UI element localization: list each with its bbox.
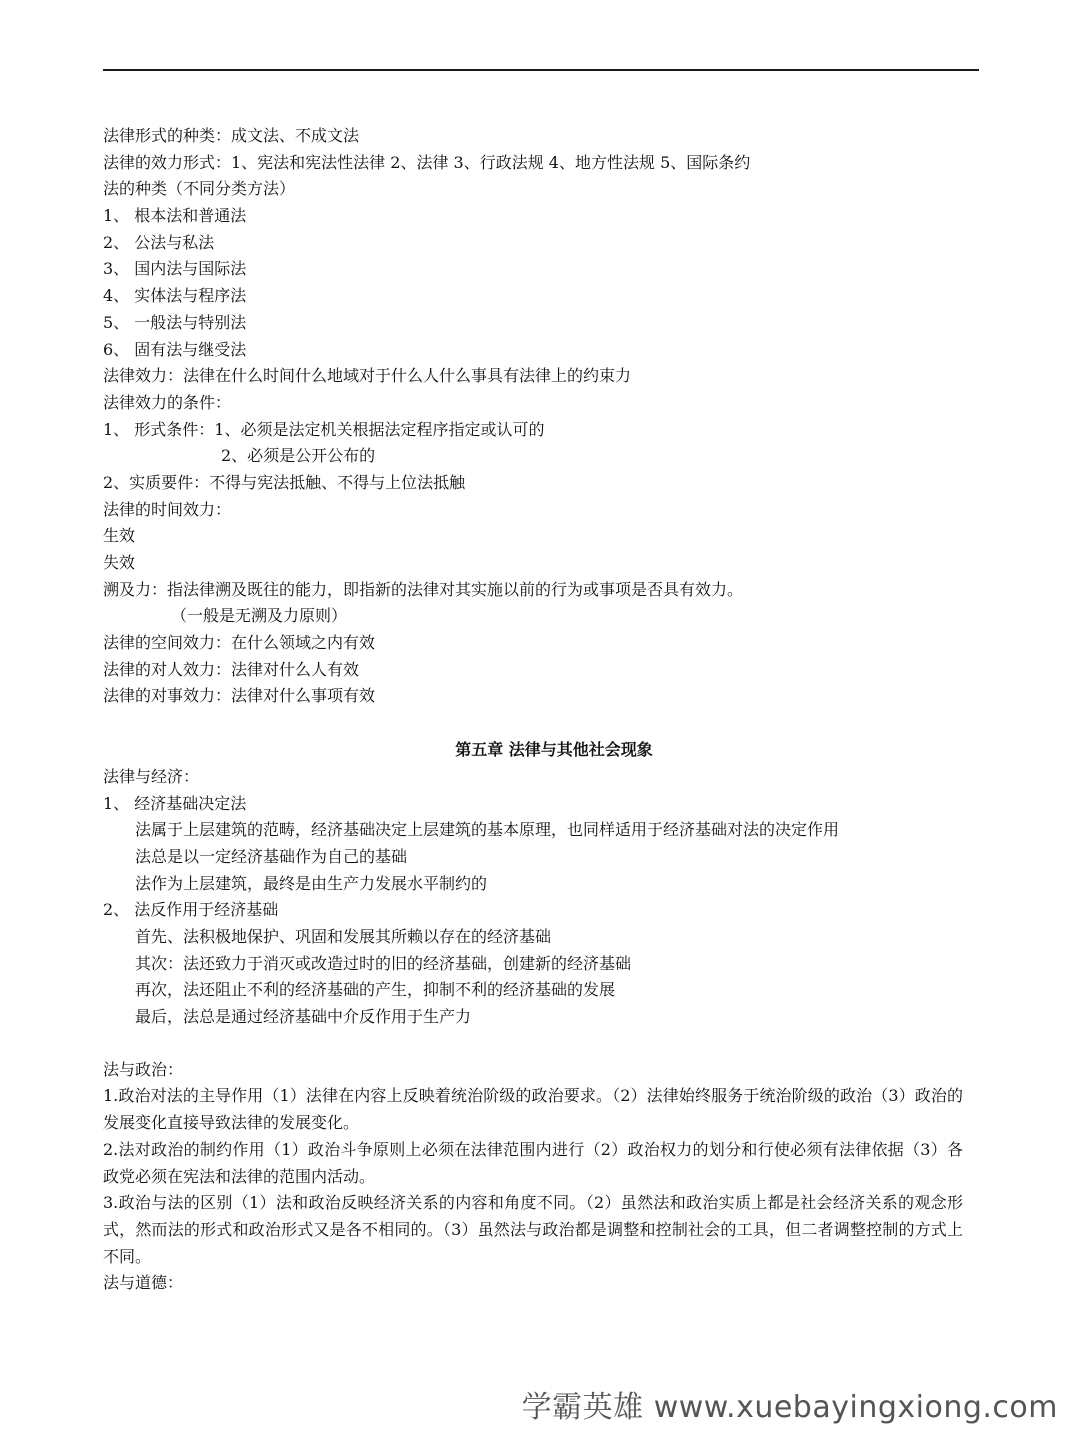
list-point: 其次：法还致力于消灭或改造过时的旧的经济基础，创建新的经济基础 bbox=[135, 953, 632, 973]
list-item: 2、 法反作用于经济基础 bbox=[103, 900, 279, 920]
chapter-title: 第五章 法律与其他社会现象 bbox=[455, 740, 653, 760]
section-heading: 法与道德： bbox=[103, 1273, 184, 1293]
text-line: 失效 bbox=[103, 553, 136, 572]
list-item: 6、 固有法与继受法 bbox=[103, 339, 247, 359]
text-line: 法律的对事效力：法律对什么事项有效 bbox=[103, 686, 376, 706]
list-point: 最后，法总是通过经济基础中介反作用于生产力 bbox=[135, 1007, 472, 1027]
list-item: 2、 公法与私法 bbox=[103, 232, 215, 252]
section-law-economy bbox=[103, 764, 979, 1031]
paragraph: 3.政治与法的区别（1）法和政治反映经济关系的内容和角度不同。（2）虽然法和政治实质上都是社会经济关系的观念形式，然而法的形式和政治形式又是各不相同的。（3）虽然法与政治都是调整和控制社会的工具，但二者调整控制的方式上不同。 bbox=[103, 1193, 963, 1266]
text-line: 法律的时间效力： bbox=[103, 499, 232, 519]
text-line: 溯及力：指法律溯及既往的能力，即指新的法律对其实施以前的行为或事项是否具有效力。 bbox=[103, 579, 744, 599]
list-item: 3、 国内法与国际法 bbox=[103, 259, 247, 279]
list-item: 1、 形式条件：1、必须是法定机关根据法定程序指定或认可的 bbox=[103, 419, 545, 439]
text-line: 法律的效力形式：1、宪法和宪法性法律 2、法律 3、行政法规 4、地方性法规 5、国际条约 bbox=[103, 152, 751, 172]
text-line: 法律效力的条件： bbox=[103, 392, 232, 412]
retroactivity-note: （一般是无溯及力原则） bbox=[171, 606, 348, 626]
list-point: 法总是以一定经济基础作为自己的基础 bbox=[135, 846, 408, 866]
list-item: 5、 一般法与特别法 bbox=[103, 312, 247, 332]
list-point: 再次，法还阻止不利的经济基础的产生，抑制不利的经济基础的发展 bbox=[135, 980, 616, 1000]
text-line: 生效 bbox=[103, 526, 136, 546]
list-point: 首先、法积极地保护、巩固和发展其所赖以存在的经济基础 bbox=[135, 926, 552, 946]
list-point: 法作为上层建筑，最终是由生产力发展水平制约的 bbox=[135, 873, 488, 893]
document-body bbox=[103, 123, 979, 1297]
site-watermark: 学霸英雄 www.xuebayingxiong.com bbox=[521, 1390, 1058, 1425]
section-legal-forms bbox=[103, 123, 979, 710]
list-item: 1、 经济基础决定法 bbox=[103, 793, 247, 813]
section-heading: 法与政治： bbox=[103, 1059, 184, 1079]
list-item: 4、 实体法与程序法 bbox=[103, 286, 247, 306]
paragraph: 1.政治对法的主导作用（1）法律在内容上反映着统治阶级的政治要求。（2）法律始终服务于统治阶级的政治（3）政治的发展变化直接导致法律的发展变化。 bbox=[103, 1086, 963, 1133]
text-line: 法的种类（不同分类方法） bbox=[103, 179, 296, 199]
text-line: 法律形式的种类：成文法、不成文法 bbox=[103, 126, 360, 145]
spacer bbox=[103, 1031, 979, 1057]
paragraph: 2.法对政治的制约作用（1）政治斗争原则上必须在法律范围内进行（2）政治权力的划分和行使必须有法律依据（3）各政党必须在宪法和法律的范围内活动。 bbox=[103, 1139, 963, 1186]
section-heading: 法律与经济： bbox=[103, 766, 200, 786]
header-rule bbox=[103, 69, 979, 71]
sub-condition: 2、必须是公开公布的 bbox=[221, 446, 376, 466]
text-line: 法律的对人效力：法律对什么人有效 bbox=[103, 659, 360, 679]
text-line: 法律效力：法律在什么时间什么地域对于什么人什么事具有法律上的约束力 bbox=[103, 366, 632, 386]
list-item: 2、实质要件：不得与宪法抵触、不得与上位法抵触 bbox=[103, 472, 466, 492]
text-line: 法律的空间效力：在什么领域之内有效 bbox=[103, 633, 376, 653]
section-law-politics bbox=[103, 1057, 979, 1271]
list-item: 1、 根本法和普通法 bbox=[103, 206, 247, 226]
list-point: 法属于上层建筑的范畴，经济基础决定上层建筑的基本原理，也同样适用于经济基础对法的决定作用 bbox=[135, 820, 840, 840]
